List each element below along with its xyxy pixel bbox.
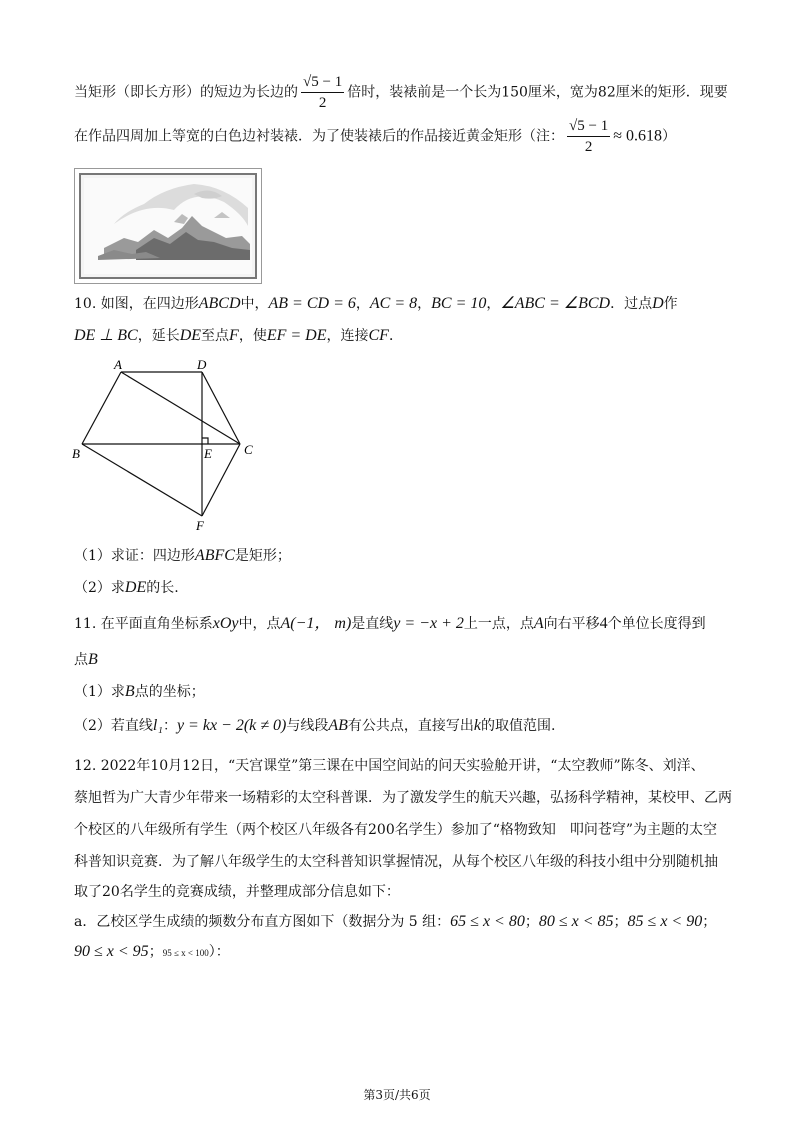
- label-c: C: [244, 442, 253, 457]
- q10-abfc: ABFC: [194, 547, 235, 564]
- q11-point-a: A(−1， m): [280, 615, 352, 632]
- q10-eq5: EF = DE: [266, 327, 327, 344]
- q11-k: k: [473, 717, 482, 734]
- q12-sep: ；: [148, 944, 163, 960]
- q11-text: 个单位长度得到: [607, 616, 706, 632]
- q11-part1-text: 点的坐标；: [134, 684, 205, 700]
- q10-line-2: [74, 326, 403, 346]
- q11-ab: AB: [328, 717, 348, 734]
- intro-text-1a: 当矩形（即长方形）的短边为长边的: [74, 84, 298, 101]
- q11-part1-b: B: [124, 683, 135, 700]
- q10-sep: ，: [486, 296, 501, 312]
- quadrilateral-figure: [70, 356, 270, 536]
- q11-part2-text: 的取值范围.: [481, 718, 556, 734]
- q11-a: A: [533, 615, 544, 632]
- q10-part1-text: （1）求证：四边形: [74, 548, 195, 564]
- q11-part2-text: 与线段: [286, 718, 329, 734]
- q10-cf: CF: [368, 327, 389, 344]
- intro-line-2: [74, 116, 676, 157]
- q11-part2-text: （2）若直线: [74, 718, 153, 734]
- q12-a-line-2: [74, 942, 230, 963]
- q10-text: 至点: [201, 328, 230, 344]
- segment-bf: [82, 444, 202, 516]
- q10-part1-text: 是矩形；: [234, 548, 291, 564]
- q12-group-5: 95 ≤ x < 100: [162, 948, 209, 958]
- q11-part-1: [74, 682, 205, 702]
- q10-sep: ，: [355, 296, 370, 312]
- q10-quad: ABCD: [198, 295, 241, 312]
- q10-eq4: ∠ABC = ∠BCD: [500, 295, 611, 312]
- q11-text: 11. 在平面直角坐标系: [74, 616, 213, 632]
- q11-text: 是直线: [351, 616, 394, 632]
- q11-eq: y = kx − 2(k ≠ 0): [176, 717, 287, 734]
- segment-ab: [82, 372, 121, 444]
- label-b: B: [72, 446, 80, 461]
- fraction-denominator: 2: [584, 139, 593, 155]
- q10-part-1: [74, 546, 291, 566]
- q11-part2-text: 有公共点，直接写出: [347, 718, 474, 734]
- intro-text-2c: ）: [661, 128, 676, 145]
- q11-line-eq: y = −x + 2: [393, 615, 464, 632]
- q10-perp: DE ⊥ BC: [74, 327, 138, 344]
- q10-part2-de: DE: [124, 579, 147, 596]
- q12-sep: ；: [524, 914, 539, 930]
- q10-eq1: AB = CD = 6: [268, 295, 356, 312]
- q10-part-2: [74, 578, 179, 598]
- q10-sep: ，: [417, 296, 432, 312]
- q12-group-2: 80 ≤ x < 85: [538, 913, 614, 930]
- q11-part-2: [74, 716, 555, 736]
- q12-a-line-1: [74, 912, 716, 932]
- q11-part1-text: （1）求: [74, 684, 125, 700]
- q11-line-2: [74, 650, 98, 670]
- q10-eq2: AC = 8: [369, 295, 418, 312]
- q10-text: 作: [663, 296, 678, 312]
- golden-ratio-note-fraction: [567, 116, 610, 157]
- q11-text: 中，点: [238, 616, 281, 632]
- q12-group-4: 90 ≤ x < 95: [74, 943, 149, 960]
- q10-part2-text: （2）求: [74, 580, 125, 596]
- q12-group-3: 85 ≤ x < 90: [627, 913, 703, 930]
- q12-line-3: 个校区的八年级所有学生（两个校区八年级各有200名学生）参加了“格物致知 叩问苍穹”为主题的太空: [74, 822, 718, 838]
- q12-line-1: 12. 2022年10月12日，“天宫课堂”第三课在中国空间站的问天实验舱开讲，“太空教师”陈冬、刘洋、: [74, 758, 705, 774]
- label-f: F: [196, 518, 204, 533]
- q12-line-2: 蔡旭哲为广大青少年带来一场精彩的太空科普课．为了激发学生的航天兴趣，弘扬科学精神，某校甲、乙两: [74, 790, 732, 806]
- q10-text: ．过点: [610, 296, 653, 312]
- q11-b: B: [88, 651, 98, 668]
- q10-text: ，连接: [326, 328, 369, 344]
- q10-text: ，延长: [137, 328, 180, 344]
- q10-text: 10. 如图，在四边形: [74, 296, 199, 312]
- intro-text-1b: 倍时，装裱前是一个长为150厘米，宽为82厘米的矩形．现要: [347, 84, 728, 101]
- q10-part2-text: 的长.: [146, 580, 179, 596]
- label-d: D: [197, 357, 207, 372]
- label-a: A: [114, 357, 122, 372]
- segment-ac: [121, 372, 240, 444]
- q10-point-d: D: [652, 295, 664, 312]
- golden-ratio-fraction: [301, 72, 344, 113]
- page-footer: 第3页/共6页: [363, 1088, 431, 1102]
- q11-text: 上一点，点: [463, 616, 534, 632]
- fraction-denominator: 2: [318, 95, 327, 111]
- fraction-numerator: √5 − 1: [301, 72, 344, 93]
- q12-sep: ；: [613, 914, 628, 930]
- q11-l1: l₁: [152, 717, 163, 734]
- intro-line-1: [74, 72, 728, 113]
- q11-four: 4: [599, 615, 608, 632]
- label-e: E: [204, 446, 212, 461]
- q11-part2-text: ：: [162, 718, 177, 734]
- q10-point-f: F: [229, 327, 239, 344]
- q12-line-4: 科普知识竞赛．为了解八年级学生的太空科普知识掌握情况，从每个校区八年级的科技小组中分别随机抽: [74, 854, 718, 870]
- q12-group-1: 65 ≤ x < 80: [450, 913, 525, 930]
- q12-line-5: 取了20名学生的竞赛成绩，并整理成部分信息如下：: [74, 884, 400, 900]
- q12-end: ）：: [208, 944, 230, 960]
- q10-de: DE: [179, 327, 202, 344]
- right-angle-mark: [202, 438, 208, 444]
- q11-xoy: xOy: [212, 615, 239, 632]
- q10-line-1: [74, 294, 678, 314]
- q12-a-text: a．乙校区学生成绩的频数分布直方图如下（数据分为 5 组：: [74, 914, 451, 930]
- q11-line-1: [74, 614, 706, 634]
- fraction-numerator: √5 − 1: [567, 116, 610, 137]
- q10-text: 中，: [240, 296, 269, 312]
- q11-text: 点: [74, 652, 88, 668]
- landscape-painting-image: [74, 168, 262, 284]
- q10-text: ．: [388, 328, 403, 344]
- q12-sep: ；: [702, 914, 717, 930]
- q11-text: 向右平移: [543, 616, 600, 632]
- q10-eq3: BC = 10: [431, 295, 487, 312]
- intro-text-2a: 在作品四周加上等宽的白色边衬装裱．为了使装裱后的作品接近黄金矩形（注：: [74, 128, 564, 145]
- q10-text: ，使: [238, 328, 267, 344]
- approx-value: ≈ 0.618: [613, 127, 662, 145]
